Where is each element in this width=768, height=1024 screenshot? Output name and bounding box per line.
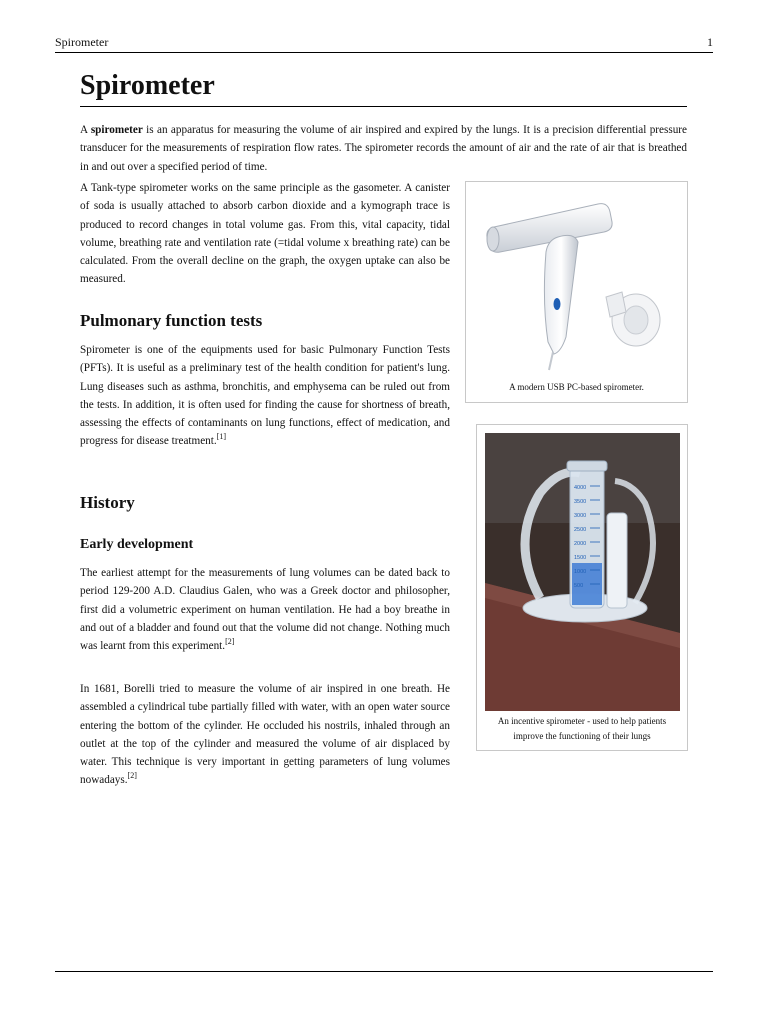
ref-link[interactable]: [2] [225,637,235,647]
scale-label: 4000 [574,485,587,491]
page-number: 1 [707,35,713,49]
usb-spirometer-image [466,182,687,377]
ref-link[interactable]: [2] [127,771,137,781]
figure-usb-spirometer [465,181,688,403]
scale-label: 3000 [574,513,587,519]
scale-label: 3500 [574,499,587,505]
volume-scale [570,476,604,616]
scale-label: 1000 [574,569,587,575]
history-paragraph-1: The earliest attempt for the measurements of lung volumes can be dated back to period 129-200 A.D. Claudius Galen, who was a Greek doctor and philosopher, first did a volumetric experiment on human ventilation. He had a boy breathe in and out of a bladder and found out that the volume did not change. Nothing much was learnt from this experiment.[2] [80,567,450,653]
subsection-heading-early-development: Early development [80,537,194,552]
pft-paragraph: Spirometer is one of the equipments used for basic Pulmonary Function Tests (PFTs). It is useful as a preliminary test of the health condition for patient's lung. Lung diseases such as asthma, bronchitis, and emphysema can be ruled out from the tests. In addition, it is often used for finding the cause for shortness of breath, assessing the effects of contaminants on lung functions, effect of medication, and progress for disease treatment.[1] [80,344,450,448]
scale-label: 2500 [574,527,587,533]
figure-caption: A modern USB PC-based spirometer. [509,382,644,392]
blue-led [554,298,561,310]
figure-incentive-spirometer [476,424,688,751]
figure-caption: An incentive spirometer - used to help patients improve the functioning of their lungs [497,716,667,741]
section-heading-pft: Pulmonary function tests [80,311,263,330]
scale-label: 500 [574,583,584,589]
tank-paragraph: A Tank-type spirometer works on the same principle as the gasometer. A canister of soda is usually attached to absorb carbon dioxide and a kymograph trace is produced to record changes in total volume gas. From this, vital capacity, tidal volume, breathing rate and ventilation rate (=tidal volume x breathing rate) can be calculated. From the overall decline on the graph, the oxygen uptake can also be measured. [80,182,450,286]
term-spirometer: spirometer [90,124,143,136]
scale-label: 2000 [574,541,587,547]
running-header [55,35,713,53]
scale-label: 1500 [574,555,587,561]
section-heading-history: History [80,493,135,512]
history-paragraph-2: In 1681, Borelli tried to measure the volume of air inspired in one breath. He assembled a cylindrical tube partially filled with water, with an open water source entering the bottom of the cylinder. He occluded his nostrils, inhaled through an outlet at the top of the cylinder and measured the volume of air displaced by water. This technique is very important in getting parameters of lung volumes nowadays.[2] [80,683,450,787]
page-title: Spirometer [80,70,687,107]
running-title: Spirometer [55,35,109,49]
footer-rule [55,971,713,972]
intro-paragraph: A spirometer is an apparatus for measuring the volume of air inspired and expired by the lungs. It is a precision differential pressure transducer for the measurements of respiration flow rates. The spirometer records the amount of air and the rate of air that is breathed in and out over a specified period of time. [80,124,687,173]
ref-link[interactable]: [1] [216,432,227,442]
